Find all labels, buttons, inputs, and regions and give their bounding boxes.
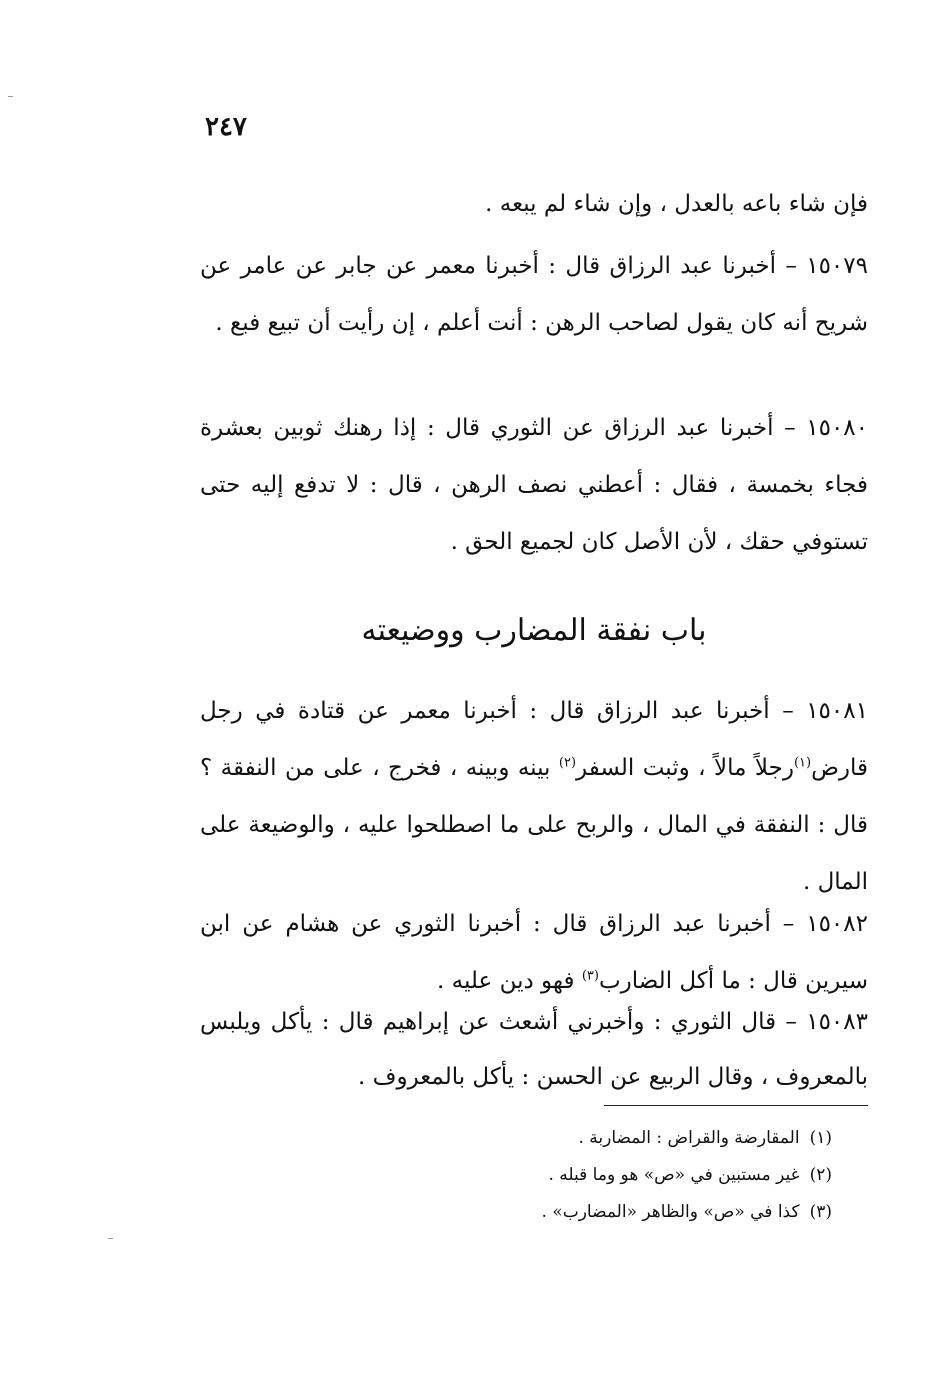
hadith-number: ١٥٠٨٠ <box>806 415 869 441</box>
scan-margin-mark <box>8 96 13 97</box>
footnote-text: غير مستبين في «ص» هو وما قبله . <box>548 1165 800 1185</box>
paragraph-continuation <box>200 176 868 233</box>
footnote <box>380 1157 832 1194</box>
page-number: ٢٤٧ <box>205 112 247 142</box>
chapter-heading: باب نفقة المضارب ووضيعته <box>361 613 707 648</box>
footnote-number: (٢) <box>809 1165 832 1185</box>
paragraph-text: فهو دين عليه . <box>437 968 575 994</box>
paragraph-text: فإن شاء باعه بالعدل ، وإن شاء لم يبعه . <box>485 191 868 217</box>
hadith-number: ١٥٠٨٢ <box>806 911 868 937</box>
paragraph-15083 <box>200 995 868 1105</box>
paragraph-text: – أخبرنا عبد الرزاق قال : أخبرنا الثوري عن هشام عن ابن سيرين قال : ما أكل الضارب <box>200 911 868 994</box>
footnote-text: المقارضة والقراض : المضاربة . <box>578 1128 800 1148</box>
paragraph-text: بينه وبينه ، فخرج ، على من النفقة ؟ قال : النفقة في المال ، والربح على ما اصطلحوا عليه ، والوضيعة على المال . <box>200 755 868 895</box>
footnotes <box>380 1120 832 1231</box>
scan-margin-mark <box>108 1238 113 1239</box>
paragraph-15082 <box>200 896 868 1010</box>
paragraph-15080 <box>200 400 868 571</box>
paragraph-text: – أخبرنا عبد الرزاق قال : أخبرنا معمر عن قتادة في رجل قارض <box>200 698 869 781</box>
footnote-text: كذا في «ص» والظاهر «المضارب» . <box>541 1202 800 1222</box>
footnote-ref: (٢) <box>558 755 577 771</box>
footnote <box>380 1194 832 1231</box>
footnote-divider <box>604 1105 868 1106</box>
footnote-ref: (١) <box>793 755 812 771</box>
paragraph-text: رجلاً مالاً ، وثبت السفر <box>576 755 794 781</box>
hadith-number: ١٥٠٧٩ <box>806 253 868 279</box>
footnote-number: (١) <box>809 1128 832 1148</box>
paragraph-text: – أخبرنا عبد الرزاق قال : أخبرنا معمر عن جابر عن عامر عن شريح أنه كان يقول لصاحب الرهن : أنت أعلم ، إن رأيت أن تبيع فبع . <box>200 253 868 336</box>
hadith-number: ١٥٠٨١ <box>806 698 868 724</box>
footnote-ref: (٣) <box>581 968 599 984</box>
paragraph-text: – أخبرنا عبد الرزاق عن الثوري قال : إذا رهنك ثوبين بعشرة فجاء بخمسة ، فقال : أعطني نصف الرهن ، قال : لا تدفع إليه حتى تستوفي حقك ، لأن الأصل كان لجميع الحق . <box>200 415 868 555</box>
paragraph-15081 <box>200 683 868 911</box>
paragraph-15079 <box>200 238 868 352</box>
footnote-number: (٣) <box>809 1202 832 1222</box>
hadith-number: ١٥٠٨٣ <box>806 1009 868 1035</box>
footnote <box>380 1120 832 1157</box>
paragraph-text: – قال الثوري : وأخبرني أشعث عن إبراهيم قال : يأكل ويلبس بالمعروف ، وقال الربيع عن الحسن : يأكل بالمعروف . <box>200 1009 868 1090</box>
